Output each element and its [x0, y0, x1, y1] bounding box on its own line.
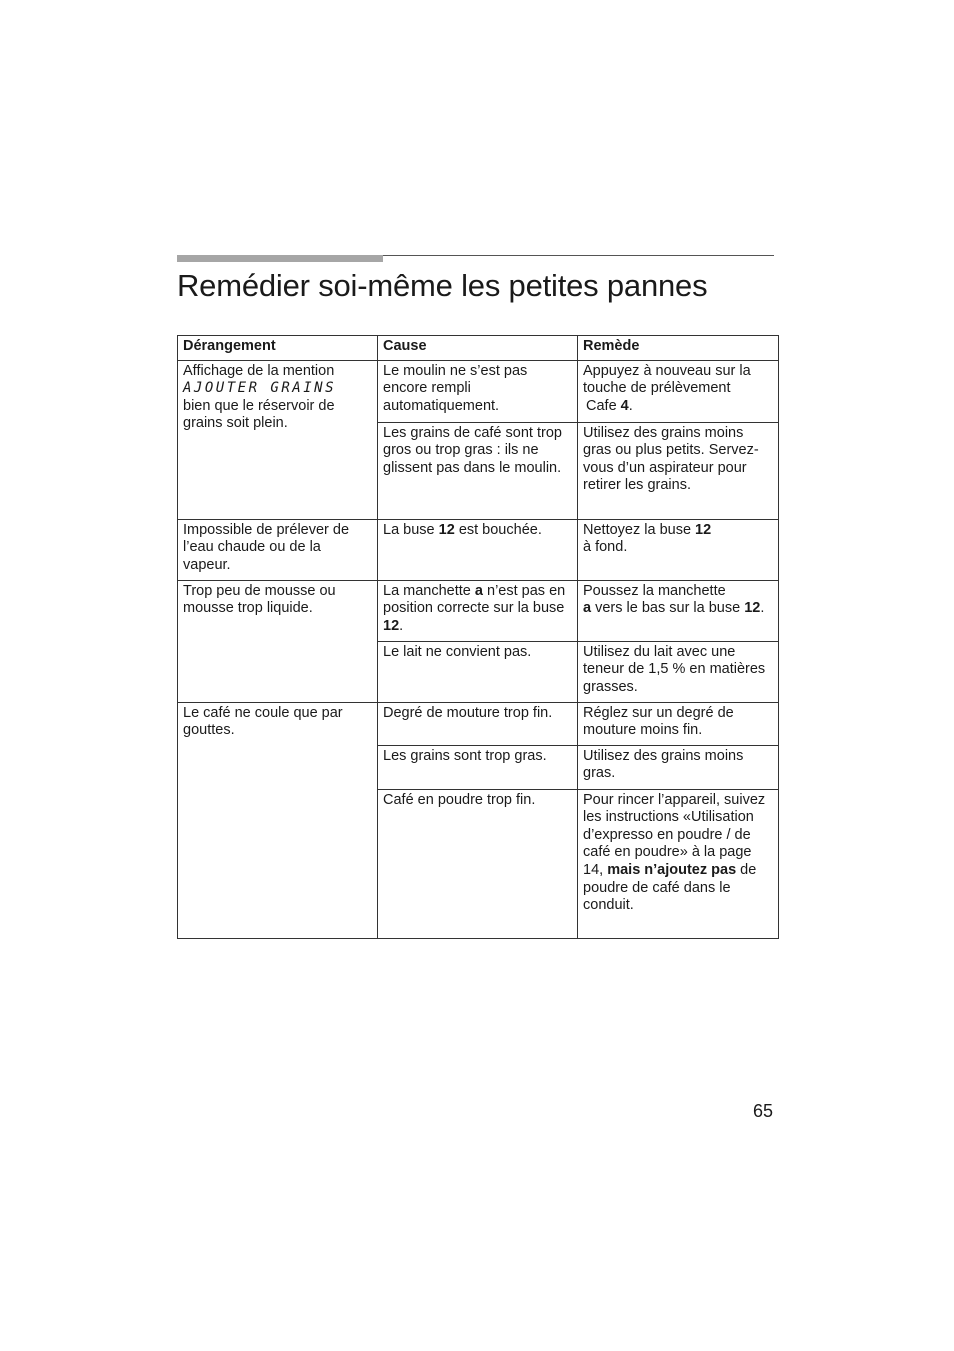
- table-row: [178, 360, 779, 422]
- table-row: [178, 519, 779, 580]
- problem-text: Affichage de la mention: [183, 362, 335, 379]
- table-header-row: [178, 336, 779, 361]
- remedy-cell: Utilisez des grains moins gras.: [578, 745, 779, 789]
- remedy-cell: [578, 580, 779, 641]
- punctuation: .: [628, 397, 633, 414]
- problem-cell: [178, 360, 378, 519]
- remedy-text: Nettoyez la buse: [583, 521, 692, 538]
- cause-cell: Les grains sont trop gras.: [378, 745, 578, 789]
- remedy-cell: [578, 360, 779, 422]
- reference-number: 12: [695, 521, 712, 538]
- problem-text: bien que le réservoir de grains soit plein.: [183, 397, 335, 432]
- cause-text: n’est pas en position correcte sur la buse: [383, 582, 566, 617]
- remedy-cell: Utilisez du lait avec une teneur de 1,5 % en matières grasses.: [578, 641, 779, 702]
- problem-cell: Le café ne coule que par gouttes.: [178, 702, 378, 938]
- display-message: AJOUTER GRAINS: [183, 380, 337, 397]
- remedy-cell: [578, 789, 779, 938]
- header-cause: Cause: [378, 336, 578, 361]
- remedy-text: Appuyez à nouveau sur la touche de prélèvement: [583, 362, 751, 397]
- cause-text: La manchette: [383, 582, 471, 599]
- remedy-cell: Utilisez des grains moins gras ou plus petits. Servez-vous d’un aspirateur pour retirer les grains.: [578, 422, 779, 519]
- reference-number: 4: [620, 397, 629, 414]
- punctuation: .: [760, 600, 765, 617]
- reference-number: 12: [383, 617, 400, 634]
- punctuation: .: [399, 617, 404, 634]
- cause-text: La buse: [383, 521, 435, 538]
- reference-number: 12: [744, 600, 761, 617]
- header-accent-bar: [177, 255, 383, 262]
- problem-cell: Trop peu de mousse ou mousse trop liquide.: [178, 580, 378, 702]
- cause-cell: Café en poudre trop fin.: [378, 789, 578, 938]
- remedy-text: vers le bas sur la buse: [595, 600, 741, 617]
- header-remedy: Remède: [578, 336, 779, 361]
- cause-cell: Le moulin ne s’est pas encore rempli automatiquement.: [378, 360, 578, 422]
- remedy-cell: Réglez sur un degré de mouture moins fin.: [578, 702, 779, 745]
- table-row: [178, 702, 779, 745]
- cause-cell: [378, 580, 578, 641]
- cause-cell: Degré de mouture trop fin.: [378, 702, 578, 745]
- cause-text: est bouchée.: [458, 521, 542, 538]
- cause-cell: [378, 519, 578, 580]
- part-letter: a: [474, 582, 483, 599]
- remedy-emphasis: mais n’ajoutez pas: [607, 861, 737, 878]
- troubleshooting-table: [177, 335, 779, 939]
- remedy-text: Pour rincer l’appareil, suivez les instructions «Utilisation d’expresso en poudre / de café en poudre» à la page 14,: [583, 791, 766, 878]
- reference-number: 12: [438, 521, 455, 538]
- remedy-text: de poudre de café dans le conduit.: [583, 861, 757, 914]
- table-row: [178, 580, 779, 641]
- part-letter: a: [583, 600, 592, 617]
- remedy-cell: [578, 519, 779, 580]
- problem-cell: Impossible de prélever de l’eau chaude ou de la vapeur.: [178, 519, 378, 580]
- page-number: 65: [753, 1101, 774, 1121]
- header-fault: Dérangement: [178, 336, 378, 361]
- remedy-text: Poussez la manchette: [583, 582, 726, 599]
- remedy-text: à fond.: [583, 539, 628, 556]
- page-title: Remédier soi-même les petites pannes: [177, 268, 708, 303]
- cause-cell: Le lait ne convient pas.: [378, 641, 578, 702]
- button-name: Cafe: [586, 397, 617, 414]
- cause-cell: Les grains de café sont trop gros ou trop gras : ils ne glissent pas dans le moulin.: [378, 422, 578, 519]
